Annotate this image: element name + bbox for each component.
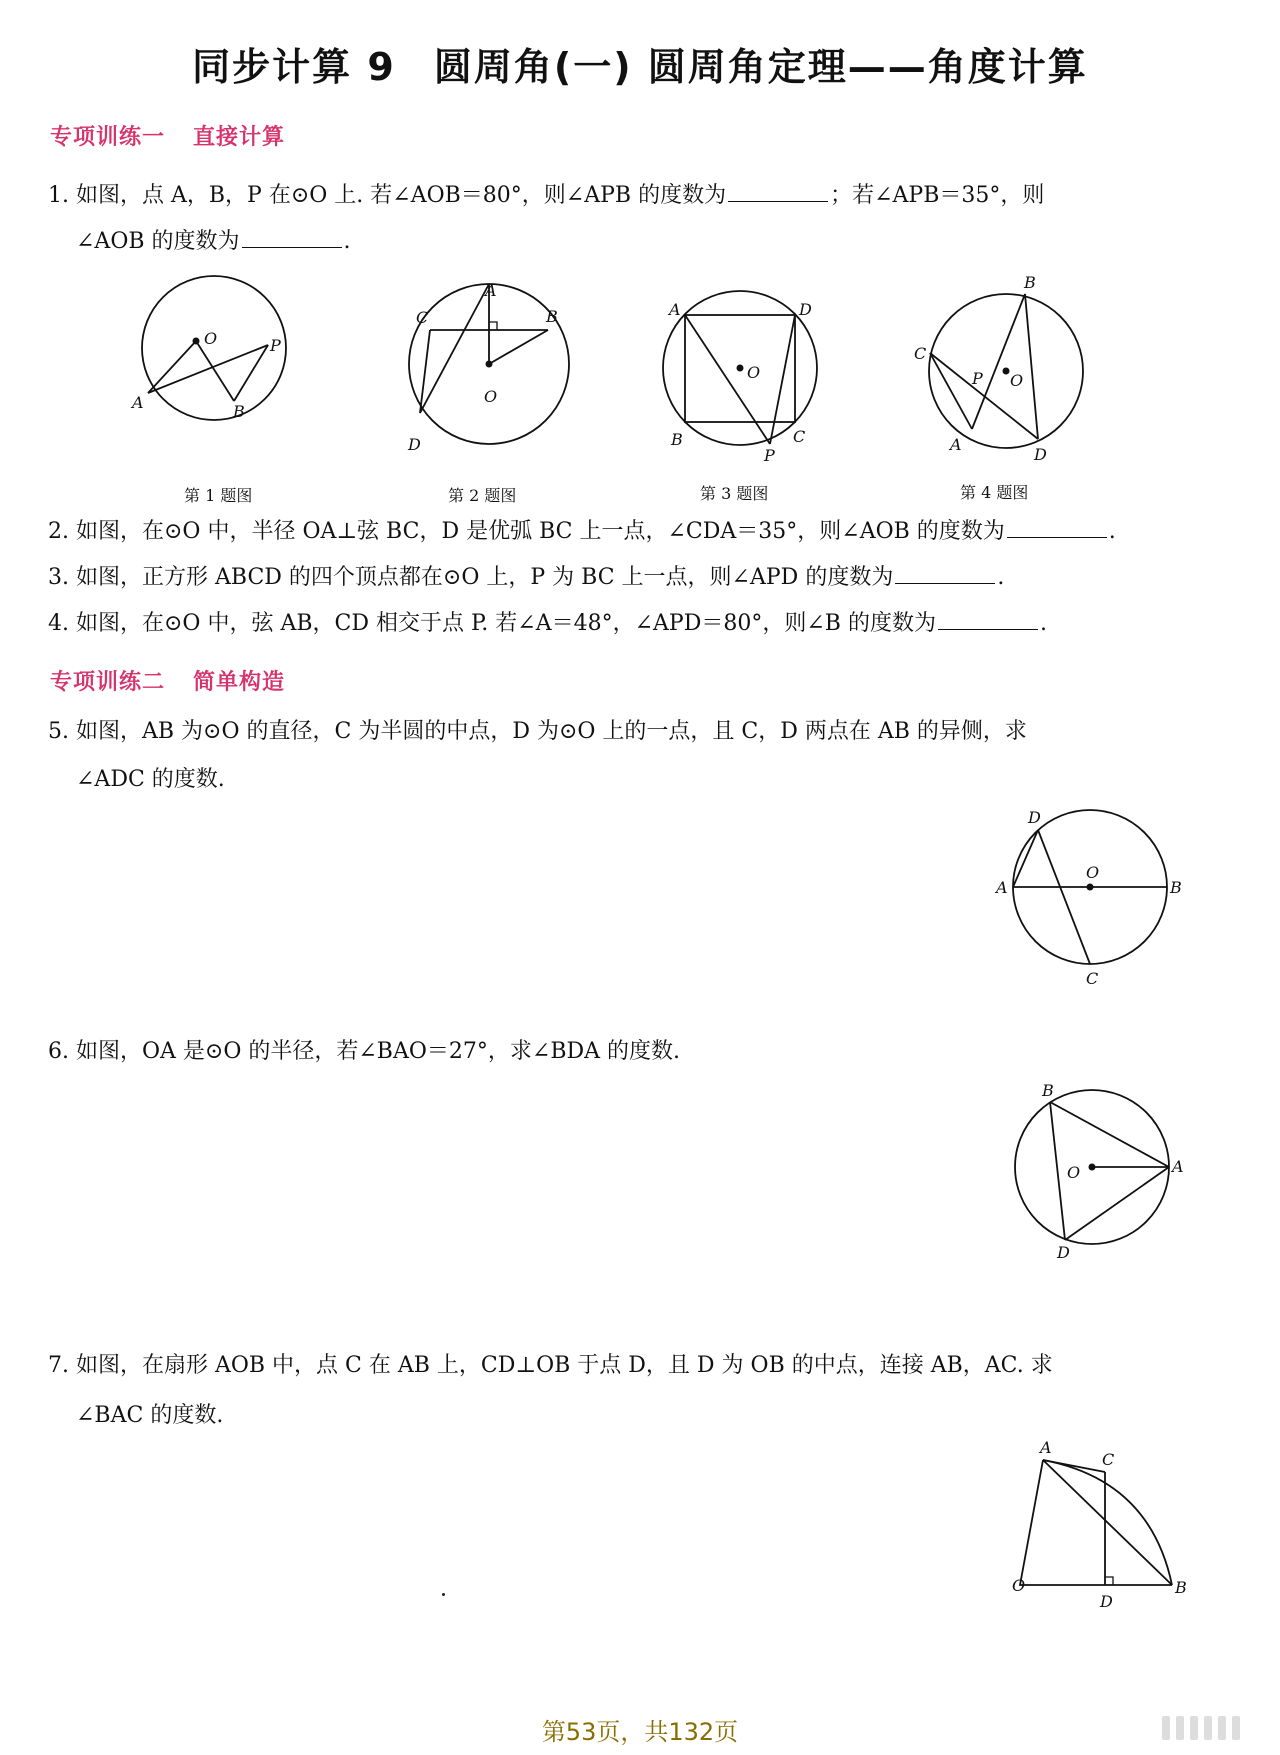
label-A: A: [996, 878, 1008, 897]
label-O: O: [1010, 371, 1024, 390]
answer-blank: [1007, 536, 1107, 538]
caption-4: 第 4 题图: [960, 483, 1029, 502]
label-C: C: [416, 308, 429, 327]
figure-2: [400, 280, 590, 470]
label-O: O: [1067, 1163, 1081, 1182]
label-P: P: [270, 336, 281, 355]
figure-5: [990, 800, 1190, 990]
question-7-line-1: 7. 如图，在扇形 AOB 中，点 C 在 AB 上，CD⊥OB 于点 D，且 D 为 OB 的中点，连接 AB，AC. 求: [48, 1353, 1053, 1378]
section-heading-2: 专项训练二 简单构造: [50, 670, 286, 695]
answer-blank: [895, 582, 995, 584]
caption-1: 第 1 题图: [184, 486, 253, 505]
label-D: D: [1057, 1243, 1070, 1262]
answer-blank: [242, 246, 342, 248]
stray-dot: [442, 1593, 445, 1596]
figure-4: [910, 275, 1100, 470]
label-P: P: [972, 369, 983, 388]
label-B: B: [1042, 1081, 1054, 1100]
label-C: C: [914, 344, 927, 363]
section-heading-1: 专项训练一 直接计算: [50, 125, 286, 150]
label-D: D: [408, 435, 421, 454]
label-B: B: [1170, 878, 1182, 897]
label-P: P: [764, 446, 775, 465]
label-B: B: [546, 307, 558, 326]
question-4: 4. 如图，在⊙O 中，弦 AB，CD 相交于点 P. 若∠A＝48°，∠APD＝80°，则∠B 的度数为 .: [48, 611, 1047, 636]
page-indicator-bars: [1156, 1716, 1240, 1744]
title-left: 同步计算 9: [192, 45, 396, 89]
label-A: A: [132, 393, 144, 412]
label-O: O: [484, 387, 498, 406]
figure-6: [1000, 1080, 1200, 1265]
answer-blank: [728, 200, 828, 202]
caption-2: 第 2 题图: [448, 486, 517, 505]
question-1-line-1: 1. 如图，点 A，B，P 在⊙O 上. 若∠AOB＝80°，则∠APB 的度数为 ；若∠APB＝35°，则: [48, 183, 1045, 208]
label-A: A: [485, 281, 497, 300]
caption-3: 第 3 题图: [700, 484, 769, 503]
label-D: D: [799, 300, 812, 319]
label-B: B: [233, 402, 245, 421]
question-7-line-2: ∠BAC 的度数.: [76, 1403, 224, 1428]
question-5-line-2: ∠ADC 的度数.: [76, 767, 225, 792]
label-C: C: [1086, 969, 1099, 988]
label-A: A: [1172, 1157, 1184, 1176]
label-B: B: [671, 430, 683, 449]
label-A: A: [669, 300, 681, 319]
label-D: D: [1034, 445, 1047, 464]
figure-1: [120, 265, 320, 465]
label-O: O: [1012, 1576, 1026, 1595]
question-6: 6. 如图，OA 是⊙O 的半径，若∠BAO＝27°，求∠BDA 的度数.: [48, 1039, 680, 1064]
figure-3: [655, 285, 845, 465]
answer-blank: [938, 628, 1038, 630]
label-C: C: [793, 427, 806, 446]
question-3: 3. 如图，正方形 ABCD 的四个顶点都在⊙O 上，P 为 BC 上一点，则∠APD 的度数为 .: [48, 565, 1005, 590]
label-O: O: [204, 329, 218, 348]
label-B: B: [1175, 1578, 1187, 1597]
page-title: [0, 36, 1280, 91]
label-B: B: [1024, 275, 1036, 292]
label-D: D: [1028, 808, 1041, 827]
label-C: C: [1102, 1450, 1115, 1469]
question-5-line-1: 5. 如图，AB 为⊙O 的直径，C 为半圆的中点，D 为⊙O 上的一点，且 C，D 两点在 AB 的异侧，求: [48, 719, 1027, 744]
question-2: 2. 如图，在⊙O 中，半径 OA⊥弦 BC，D 是优弧 BC 上一点，∠CDA＝35°，则∠AOB 的度数为 .: [48, 519, 1116, 544]
figure-7: [1010, 1435, 1210, 1615]
label-A: A: [1040, 1438, 1052, 1457]
label-D: D: [1100, 1592, 1113, 1611]
title-right: 圆周角(一) 圆周角定理——角度计算: [433, 45, 1088, 89]
page-footer: 第53页，共132页: [541, 1718, 739, 1746]
label-A: A: [950, 435, 962, 454]
label-O: O: [747, 363, 761, 382]
question-1-line-2: ∠AOB 的度数为 .: [76, 229, 351, 254]
label-O: O: [1086, 863, 1100, 882]
